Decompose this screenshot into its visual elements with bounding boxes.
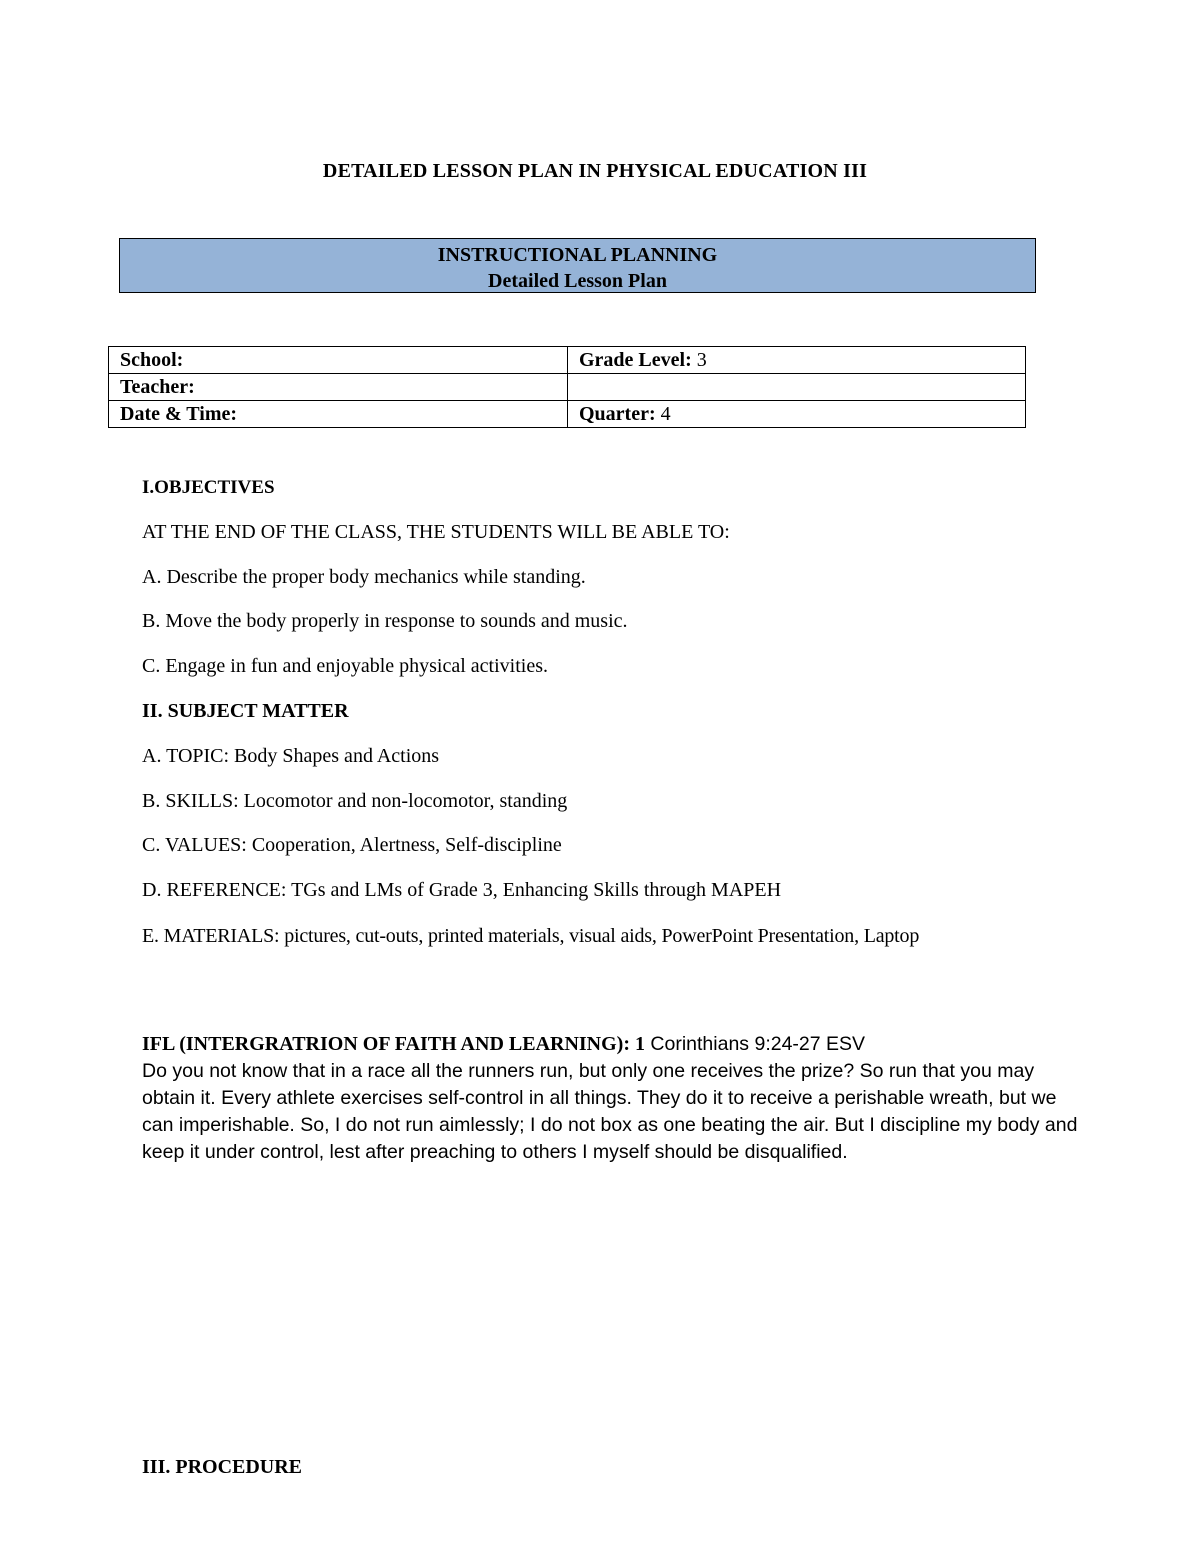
procedure-heading: III. PROCEDURE <box>142 1456 303 1478</box>
grade-level-label: Grade Level: <box>579 349 692 371</box>
grade-level-value: 3 <box>696 349 707 371</box>
ifl-section <box>142 1031 1082 1166</box>
school-cell <box>109 347 568 374</box>
date-time-cell <box>109 401 568 428</box>
subject-matter-heading: II. SUBJECT MATTER <box>142 700 349 722</box>
school-label: School: <box>120 349 184 371</box>
subject-matter-item: A. TOPIC: Body Shapes and Actions <box>142 745 440 767</box>
date-time-label: Date & Time: <box>120 403 238 425</box>
ifl-reference: Corinthians 9:24-27 ESV <box>645 1033 866 1055</box>
objective-item: B. Move the body properly in response to sounds and music. <box>142 610 628 632</box>
ifl-verse-text: Do you not know that in a race all the runners run, but only one receives the prize? So run that you may obtain it. Every athlete exercises self-control in all things. They do it to receive a perishable wreath, but we can imperishable. So, I do not run aimlessly; I do not box as one beating the air. But I discipline my body and keep it under control, lest after preaching to others I myself should be disqualified. <box>142 1060 1078 1163</box>
objectives-heading: I.OBJECTIVES <box>142 477 275 498</box>
empty-cell <box>568 374 1026 401</box>
quarter-value: 4 <box>660 403 671 425</box>
teacher-label: Teacher: <box>120 376 195 398</box>
quarter-cell <box>568 401 1026 428</box>
document-title: DETAILED LESSON PLAN IN PHYSICAL EDUCATION III <box>322 160 868 182</box>
objectives-intro: AT THE END OF THE CLASS, THE STUDENTS WILL BE ABLE TO: <box>142 521 730 543</box>
table-row <box>109 374 1026 401</box>
grade-level-cell <box>568 347 1026 374</box>
ifl-label: IFL (INTERGRATRION OF FAITH AND LEARNING): 1 <box>142 1033 645 1055</box>
teacher-cell <box>109 374 568 401</box>
subject-matter-item: C. VALUES: Cooperation, Alertness, Self-discipline <box>142 834 562 856</box>
objective-item: C. Engage in fun and enjoyable physical activities. <box>142 655 548 677</box>
subject-matter-item: E. MATERIALS: pictures, cut-outs, printed materials, visual aids, PowerPoint Presentation, Laptop <box>142 925 920 947</box>
table-row <box>109 347 1026 374</box>
instructional-planning-banner <box>119 238 1036 293</box>
banner-subtitle: Detailed Lesson Plan <box>488 270 667 292</box>
table-row <box>109 401 1026 428</box>
quarter-label: Quarter: <box>579 403 656 425</box>
banner-title: INSTRUCTIONAL PLANNING <box>437 244 718 266</box>
objective-item: A. Describe the proper body mechanics while standing. <box>142 566 586 588</box>
subject-matter-item: D. REFERENCE: TGs and LMs of Grade 3, Enhancing Skills through MAPEH <box>142 879 782 901</box>
subject-matter-item: B. SKILLS: Locomotor and non-locomotor, standing <box>142 790 568 812</box>
lesson-info-table <box>108 346 1026 428</box>
